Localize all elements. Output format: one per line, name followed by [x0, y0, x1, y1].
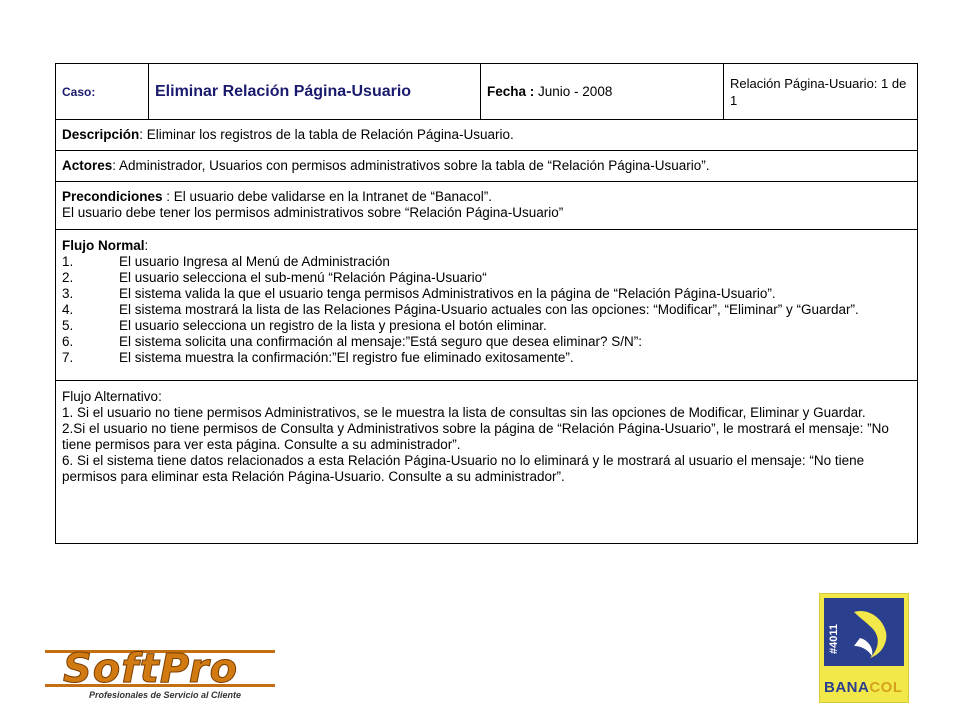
alternative-flow-row: [56, 381, 918, 544]
preconditions-row: [56, 182, 918, 230]
date-value: Junio - 2008: [538, 83, 613, 99]
list-item: 2. El usuario selecciona el sub-menú “Relación Página-Usuario“: [62, 270, 487, 285]
list-item: 3. El sistema valida la que el usuario tenga permisos Administrativos en la página de “Relación Página-Usuario”.: [62, 286, 776, 301]
normal-flow-steps: [62, 254, 911, 366]
description-text: : Eliminar los registros de la tabla de Relación Página-Usuario.: [139, 127, 514, 142]
preconditions-line2: El usuario debe tener los permisos administrativos sobre “Relación Página-Usuario”: [62, 205, 564, 220]
banacol-emblem: [824, 598, 904, 666]
page-info: Relación Página-Usuario: 1 de 1: [724, 64, 918, 120]
preconditions-line1: : El usuario debe validarse en la Intranet de “Banacol”.: [162, 189, 492, 204]
alternative-flow-p3: 6. Si el sistema tiene datos relacionados a esta Relación Página-Usuario no lo eliminará y le mostrará al usuario el mensaje: “No tiene permisos para eliminar esta Relación Página-Usuario. Consulte a su administrador”.: [62, 453, 865, 484]
description-row: [56, 120, 918, 151]
date-cell: [481, 64, 724, 120]
banacol-code: #4011: [828, 624, 840, 654]
description-label: Descripción: [62, 127, 140, 142]
softpro-logo: [45, 646, 277, 706]
case-title: Eliminar Relación Página-Usuario: [149, 64, 481, 120]
preconditions-label: Precondiciones: [62, 189, 163, 204]
list-item: 1. El usuario Ingresa al Menú de Administración: [62, 254, 390, 269]
header-row: [56, 64, 918, 120]
softpro-wordmark: SoftPro: [63, 646, 239, 692]
list-item: 5. El usuario selecciona un registro de la lista y presiona el botón eliminar.: [62, 318, 547, 333]
normal-flow-colon: :: [144, 238, 149, 253]
normal-flow-label: Flujo Normal: [62, 238, 145, 253]
date-label: Fecha :: [487, 83, 535, 99]
actors-row: [56, 151, 918, 182]
alternative-flow-p1: 1. Si el usuario no tiene permisos Administrativos, se le muestra la lista de consultas sin las opciones de Modificar, Eliminar y Guardar.: [62, 405, 866, 420]
actors-text: : Administrador, Usuarios con permisos administrativos sobre la tabla de “Relación Página-Usuario”.: [112, 158, 710, 173]
list-item: 7. El sistema muestra la confirmación:”El registro fue eliminado exitosamente”.: [62, 350, 574, 365]
banacol-wordmark: BANACOL: [824, 679, 903, 696]
banacol-logo: [819, 593, 909, 703]
list-item: 4. El sistema mostrará la lista de las Relaciones Página-Usuario actuales con las opciones: “Modificar”, “Eliminar” y “Guardar”.: [62, 302, 859, 317]
list-item: 6. El sistema solicita una confirmación al mensaje:”Está seguro que desea eliminar? S/N”:: [62, 334, 642, 349]
case-label: Caso:: [56, 64, 149, 120]
alternative-flow-p2: 2.Si el usuario no tiene permisos de Consulta y Administrativos sobre la página de “Relación Página-Usuario”, le mostrará el mensaje: ”No tiene permisos para ver esta página. Consulte a su administrador”.: [62, 421, 889, 452]
softpro-tagline: Profesionales de Servicio al Cliente: [89, 690, 242, 700]
normal-flow-row: [56, 230, 918, 381]
alternative-flow-colon: :: [158, 389, 162, 404]
actors-label: Actores: [62, 158, 113, 173]
use-case-table: [55, 63, 918, 544]
alternative-flow-label: Flujo Alternativo: [62, 389, 159, 404]
